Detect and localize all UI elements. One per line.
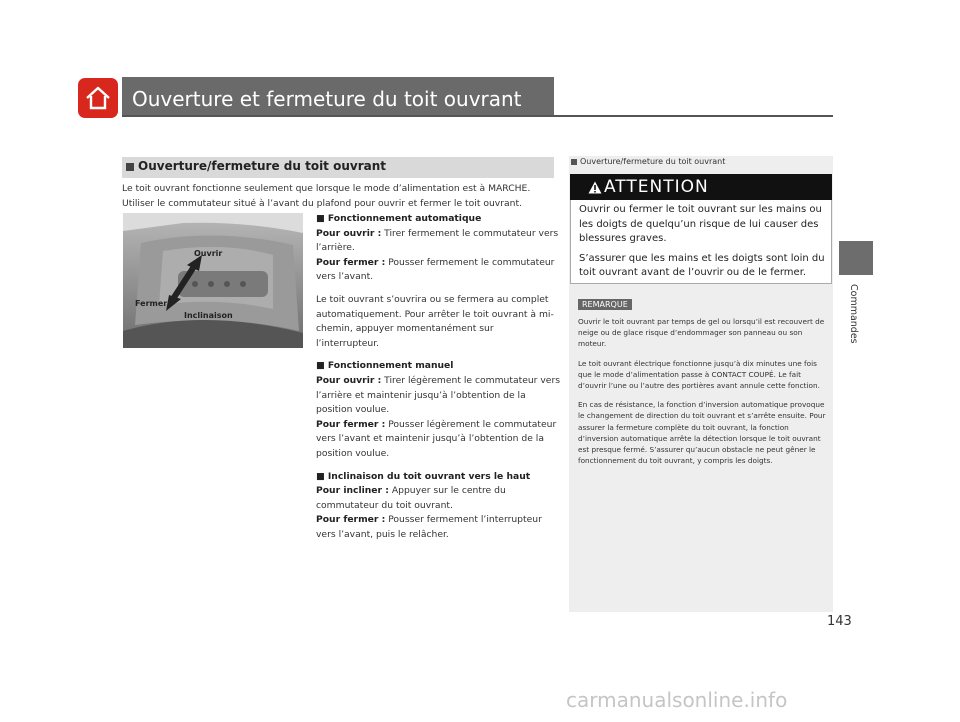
auto-heading: ■ Fonctionnement automatique xyxy=(316,213,482,224)
warning-text xyxy=(579,203,827,281)
close-label: Pour fermer : xyxy=(316,514,386,526)
close-label: Pour fermer : xyxy=(316,418,386,430)
open-label: Pour ouvrir : xyxy=(316,374,382,386)
figure-label-open: Ouvrir xyxy=(194,249,223,258)
tilt-heading: ■ Inclinaison du toit ouvrant vers le haut xyxy=(316,470,531,482)
watermark: carmanualsonline.info xyxy=(566,688,788,712)
sunroof-switch-photo xyxy=(123,213,303,348)
warning-paragraph: Ouvrir ou fermer le toit ouvrant sur les mains ou les doigts de quelqu’un risque de lui causer des blessures graves. xyxy=(579,204,822,244)
figure-label-close: Fermer xyxy=(135,299,168,308)
sidebar-header: Ouverture/fermeture du toit ouvrant xyxy=(580,157,726,166)
remark-paragraph: Le toit ouvrant électrique fonctionne jusqu’à dix minutes une fois que le mode d’alimentation passe à CONTACT COUPÉ. Le fait d’ouvrir l’une ou l’autre des portières avant annule cette fonction. xyxy=(578,358,820,391)
sidebar-bullet-icon xyxy=(571,159,577,165)
close-label: Pour fermer : xyxy=(316,256,386,268)
remark-paragraph: En cas de résistance, la fonction d’inversion automatique provoque le changement de direction du toit ouvrant et s’arrête ensuite. Pour assurer la fermeture complète du toit ouvrant, la fonction d’inversion automatique arrête la détection lorsque le toit ouvrant est presque fermé. S’assurer qu’aucun obstacle ne peut gêner le fonctionnement du toit ouvrant, y compris les doigts. xyxy=(578,400,826,466)
chapter-tab-label: Commandes xyxy=(848,284,859,344)
warning-triangle-icon xyxy=(588,179,602,198)
heading-bullet-icon: ■ xyxy=(316,360,328,372)
intro-line: Le toit ouvrant fonctionne seulement que lorsque le mode d’alimentation est à MARCHE. xyxy=(122,183,531,194)
page-number: 143 xyxy=(827,614,852,629)
open-label: Pour ouvrir : xyxy=(316,227,382,239)
warning-paragraph: S’assurer que les mains et les doigts sont loin du toit ouvrant avant de l’ouvrir ou de le fermer. xyxy=(579,252,825,278)
instructions-column: ■ Fonctionnement automatique Pour ouvrir : Tirer fermement le commutateur vers l’arrière. Pour fermer : Pousser fermement le commutateur vers l’avant. Le toit ouvrant s’ouvrira ou se fermera au complet automatiquement. Pour arrêter le toit ouvrant à mi- chemin, appuyer momentanément sur l’interrupteur. ■ Fonctionnement manuel Pour ouvrir : Tirer légèrement le commutateur vers l’arrière et maintenir jusqu’à l’obtention de la position voulue. Pour fermer : Pousser légèrement le commutateur vers l’avant et maintenir jusqu’à l’obtention de la position voulue. ■ Inclinaison du toit ouvrant vers le haut Pour incliner : Appuyer sur le centre du commutateur du toit ouvrant. Pour fermer : Pousser fermement l’interrupteur vers l’avant, puis le relâcher. xyxy=(316,213,561,540)
remark-badge: REMARQUE xyxy=(578,299,632,310)
figure-label-tilt: Inclinaison xyxy=(184,311,233,320)
home-icon[interactable] xyxy=(78,78,118,118)
manual-heading: ■ Fonctionnement manuel xyxy=(316,360,454,372)
chapter-tab-marker[interactable] xyxy=(839,241,873,275)
section-bullet-icon xyxy=(126,163,134,171)
remark-paragraph: Ouvrir le toit ouvrant par temps de gel ou lorsqu’il est recouvert de neige ou de glace risque d’endommager son panneau ou son moteur. xyxy=(578,317,825,349)
section-title: Ouverture/fermeture du toit ouvrant xyxy=(138,159,386,173)
title-divider xyxy=(122,115,833,117)
heading-bullet-icon: ■ xyxy=(316,470,328,482)
intro-line: Utiliser le commutateur situé à l’avant du plafond pour ouvrir et fermer le toit ouvrant. xyxy=(122,197,522,209)
tilt-label: Pour incliner : xyxy=(316,485,389,497)
warning-label: ATTENTION xyxy=(604,177,709,197)
intro-paragraph xyxy=(122,182,562,211)
page-title: Ouverture et fermeture du toit ouvrant xyxy=(132,87,522,111)
heading-bullet-icon: ■ xyxy=(316,213,328,224)
remark-text xyxy=(578,316,826,466)
